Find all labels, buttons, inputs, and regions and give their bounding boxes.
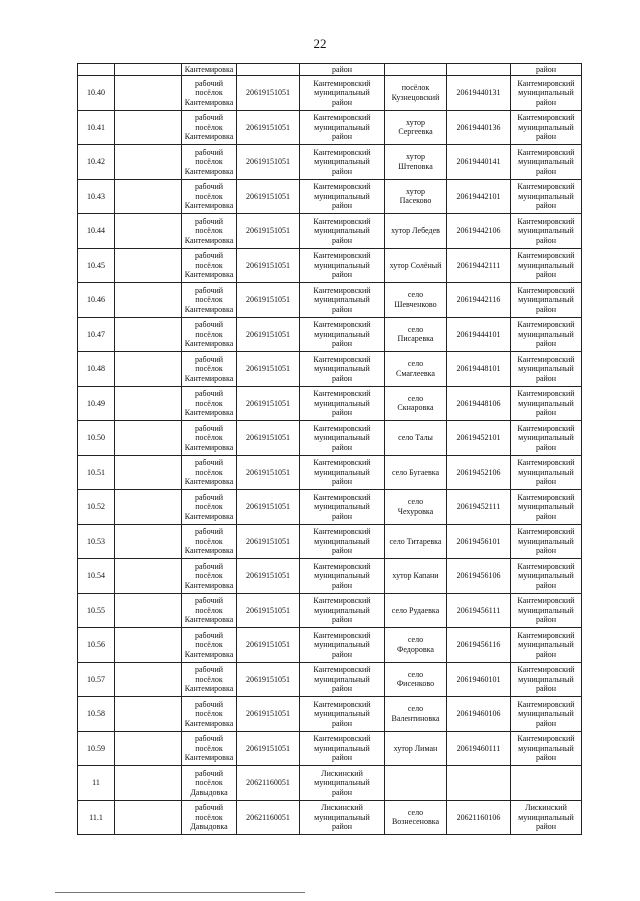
cell-settlement: рабочий посёлок Кантемировка [182,455,237,490]
cell-place: хутор Солёный [385,248,447,283]
cell-place: село Талы [385,421,447,456]
cell-place-code: 20619440131 [447,76,511,111]
cell-empty [115,76,182,111]
cell-settlement-code: 20619151051 [237,76,300,111]
cell-place-district: Кантемировский муниципальный район [511,386,582,421]
cell-empty [115,317,182,352]
cell-place: село Рудаевка [385,593,447,628]
cell-settlement-code: 20619151051 [237,731,300,766]
settlements-table [77,63,582,835]
table-row [78,628,582,663]
cell-empty [115,110,182,145]
table-row [78,731,582,766]
cell-empty [115,800,182,835]
cell-empty [115,248,182,283]
cell-place: село Фисенково [385,662,447,697]
cell-place-district: Кантемировский муниципальный район [511,455,582,490]
cell-place: село Чехуровка [385,490,447,525]
table-row [78,524,582,559]
cell-empty [115,64,182,76]
cell-place: хутор Капани [385,559,447,594]
cell-empty [237,64,300,76]
table-row [78,179,582,214]
table-row [78,421,582,456]
cell-place [385,766,447,801]
cell-settlement-code: 20619151051 [237,214,300,249]
cell-number: 10.45 [78,248,115,283]
cell-district: район [300,64,385,76]
cell-place-code: 20619442111 [447,248,511,283]
cell-place-code: 20619440136 [447,110,511,145]
cell-place-code: 20619460101 [447,662,511,697]
cell-empty [115,559,182,594]
table-row [78,662,582,697]
cell-settlement-code: 20619151051 [237,455,300,490]
cell-place-district: Кантемировский муниципальный район [511,352,582,387]
cell-district: Кантемировский муниципальный район [300,145,385,180]
cell-empty [115,145,182,180]
cell-district: Кантемировский муниципальный район [300,110,385,145]
cell-empty [115,662,182,697]
cell-number: 10.50 [78,421,115,456]
cell-settlement-code: 20621160051 [237,800,300,835]
continuation-row [78,64,582,76]
cell-number: 10.42 [78,145,115,180]
cell-place-code: 20621160106 [447,800,511,835]
cell-settlement: рабочий посёлок Кантемировка [182,179,237,214]
cell-place-district: Кантемировский муниципальный район [511,145,582,180]
cell-place-code: 20619442101 [447,179,511,214]
cell-settlement: рабочий посёлок Кантемировка [182,731,237,766]
cell-settlement-code: 20619151051 [237,248,300,283]
cell-number: 10.40 [78,76,115,111]
cell-settlement: рабочий посёлок Кантемировка [182,248,237,283]
cell-settlement: рабочий посёлок Кантемировка [182,76,237,111]
cell-settlement-code: 20619151051 [237,697,300,732]
cell-district: Кантемировский муниципальный район [300,731,385,766]
cell-place-district: Лискинский муниципальный район [511,800,582,835]
cell-settlement: рабочий посёлок Кантемировка [182,110,237,145]
cell-place-district: Кантемировский муниципальный район [511,179,582,214]
table-row [78,214,582,249]
cell-place-district: Кантемировский муниципальный район [511,559,582,594]
cell-place-district: Кантемировский муниципальный район [511,490,582,525]
footer-divider [55,892,305,893]
cell-settlement-code: 20619151051 [237,559,300,594]
table-row [78,766,582,801]
cell-settlement-code: 20619151051 [237,524,300,559]
cell-place: село Смаглеевка [385,352,447,387]
cell-place: хутор Лиман [385,731,447,766]
cell-settlement: рабочий посёлок Кантемировка [182,283,237,318]
cell-place-district: Кантемировский муниципальный район [511,421,582,456]
cell-district: Кантемировский муниципальный район [300,214,385,249]
cell-place: хутор Штеповка [385,145,447,180]
cell-number: 10.46 [78,283,115,318]
cell-district: Кантемировский муниципальный район [300,593,385,628]
cell-settlement-code: 20619151051 [237,145,300,180]
cell-number: 10.55 [78,593,115,628]
cell-settlement-code: 20619151051 [237,283,300,318]
cell-number: 10.57 [78,662,115,697]
cell-place-district: Кантемировский муниципальный район [511,662,582,697]
table-row [78,352,582,387]
cell-settlement: Кантемировка [182,64,237,76]
table-row [78,386,582,421]
cell-empty [115,386,182,421]
cell-number: 10.53 [78,524,115,559]
cell-place: село Писаревка [385,317,447,352]
cell-district: Кантемировский муниципальный район [300,317,385,352]
page-number: 22 [313,36,327,51]
cell-settlement: рабочий посёлок Кантемировка [182,386,237,421]
table-row [78,317,582,352]
cell-place: село Вознесеновка [385,800,447,835]
cell-place: село Бугаевка [385,455,447,490]
cell-district: Кантемировский муниципальный район [300,352,385,387]
cell-district: Кантемировский муниципальный район [300,455,385,490]
cell-empty [115,283,182,318]
cell-number: 10.48 [78,352,115,387]
cell-empty [115,455,182,490]
cell-settlement: рабочий посёлок Кантемировка [182,697,237,732]
cell-settlement: рабочий посёлок Кантемировка [182,593,237,628]
cell-district: Кантемировский муниципальный район [300,76,385,111]
table-row [78,559,582,594]
cell-place-district: Кантемировский муниципальный район [511,283,582,318]
cell-settlement: рабочий посёлок Кантемировка [182,421,237,456]
cell-district: Лискинский муниципальный район [300,800,385,835]
table-row [78,593,582,628]
cell-settlement: рабочий посёлок Кантемировка [182,352,237,387]
cell-number: 10.43 [78,179,115,214]
cell-place-code: 20619442116 [447,283,511,318]
cell-empty [115,731,182,766]
cell-empty [385,64,447,76]
cell-district: Кантемировский муниципальный район [300,179,385,214]
cell-settlement: рабочий посёлок Кантемировка [182,524,237,559]
cell-settlement: рабочий посёлок Кантемировка [182,145,237,180]
cell-place-district: Кантемировский муниципальный район [511,731,582,766]
table-row [78,283,582,318]
cell-number: 10.49 [78,386,115,421]
cell-place-code: 20619442106 [447,214,511,249]
cell-settlement-code: 20619151051 [237,386,300,421]
cell-empty [115,179,182,214]
cell-empty [115,490,182,525]
cell-settlement: рабочий посёлок Кантемировка [182,490,237,525]
cell-number: 10.56 [78,628,115,663]
cell-district: Кантемировский муниципальный район [300,662,385,697]
table-row [78,455,582,490]
cell-place-district: Кантемировский муниципальный район [511,214,582,249]
table-row [78,110,582,145]
cell-place-code: 20619456106 [447,559,511,594]
cell-settlement: рабочий посёлок Давыдовка [182,800,237,835]
cell-number: 10.52 [78,490,115,525]
table-row [78,697,582,732]
cell-place-code: 20619452111 [447,490,511,525]
cell-number: 10.44 [78,214,115,249]
cell-place: село Валентиновка [385,697,447,732]
table-body [78,64,582,835]
cell-empty [115,697,182,732]
cell-district: Кантемировский муниципальный район [300,490,385,525]
cell-number: 11 [78,766,115,801]
cell-place-code: 20619460111 [447,731,511,766]
cell-place: хутор Пасеково [385,179,447,214]
cell-place-district: Кантемировский муниципальный район [511,628,582,663]
cell-district: Лискинский муниципальный район [300,766,385,801]
cell-number: 10.47 [78,317,115,352]
table-row [78,800,582,835]
cell-place-code [447,766,511,801]
cell-place-code: 20619460106 [447,697,511,732]
cell-empty [447,64,511,76]
cell-place-district [511,766,582,801]
cell-place-district: Кантемировский муниципальный район [511,110,582,145]
cell-settlement-code: 20619151051 [237,490,300,525]
cell-district: Кантемировский муниципальный район [300,248,385,283]
cell-place: село Федоровка [385,628,447,663]
cell-place-district: Кантемировский муниципальный район [511,593,582,628]
table-row [78,248,582,283]
cell-settlement: рабочий посёлок Кантемировка [182,628,237,663]
cell-number: 10.59 [78,731,115,766]
cell-district: Кантемировский муниципальный район [300,421,385,456]
cell-place-code: 20619440141 [447,145,511,180]
cell-settlement: рабочий посёлок Кантемировка [182,662,237,697]
cell-number: 10.51 [78,455,115,490]
cell-settlement: рабочий посёлок Давыдовка [182,766,237,801]
cell-settlement-code: 20621160051 [237,766,300,801]
cell-number: 10.58 [78,697,115,732]
cell-empty [115,593,182,628]
cell-empty [115,421,182,456]
cell-district: Кантемировский муниципальный район [300,628,385,663]
cell-place-code: 20619444101 [447,317,511,352]
cell-place: село Шевченково [385,283,447,318]
cell-place: хутор Сергеевка [385,110,447,145]
cell-district: Кантемировский муниципальный район [300,697,385,732]
cell-settlement: рабочий посёлок Кантемировка [182,317,237,352]
cell-empty [115,628,182,663]
cell-place: посёлок Кузнецовский [385,76,447,111]
cell-settlement: рабочий посёлок Кантемировка [182,559,237,594]
cell-number: 10.54 [78,559,115,594]
cell-district: Кантемировский муниципальный район [300,386,385,421]
cell-settlement-code: 20619151051 [237,110,300,145]
cell-settlement-code: 20619151051 [237,593,300,628]
cell-place-code: 20619456101 [447,524,511,559]
cell-place-district: Кантемировский муниципальный район [511,524,582,559]
cell-empty [115,214,182,249]
cell-district: Кантемировский муниципальный район [300,283,385,318]
table-row [78,145,582,180]
cell-settlement-code: 20619151051 [237,628,300,663]
cell-place-district: Кантемировский муниципальный район [511,697,582,732]
cell-settlement: рабочий посёлок Кантемировка [182,214,237,249]
cell-empty [115,352,182,387]
cell-place-district: Кантемировский муниципальный район [511,248,582,283]
cell-place: село Скнаровка [385,386,447,421]
cell-place-code: 20619456111 [447,593,511,628]
cell-settlement-code: 20619151051 [237,317,300,352]
cell-number: 11.1 [78,800,115,835]
cell-place-code: 20619448106 [447,386,511,421]
cell-place-district: Кантемировский муниципальный район [511,317,582,352]
cell-settlement-code: 20619151051 [237,352,300,387]
cell-settlement-code: 20619151051 [237,179,300,214]
cell-district: Кантемировский муниципальный район [300,524,385,559]
cell-number: 10.41 [78,110,115,145]
cell-place-code: 20619452101 [447,421,511,456]
cell-empty [115,766,182,801]
table-row [78,76,582,111]
cell-settlement-code: 20619151051 [237,662,300,697]
cell-place-district: район [511,64,582,76]
cell-settlement-code: 20619151051 [237,421,300,456]
cell-place-district: Кантемировский муниципальный район [511,76,582,111]
cell-place-code: 20619448101 [447,352,511,387]
cell-place: село Титаревка [385,524,447,559]
cell-district: Кантемировский муниципальный район [300,559,385,594]
cell-empty [78,64,115,76]
cell-place-code: 20619456116 [447,628,511,663]
cell-empty [115,524,182,559]
table-row [78,490,582,525]
cell-place-code: 20619452106 [447,455,511,490]
cell-place: хутор Лебедев [385,214,447,249]
